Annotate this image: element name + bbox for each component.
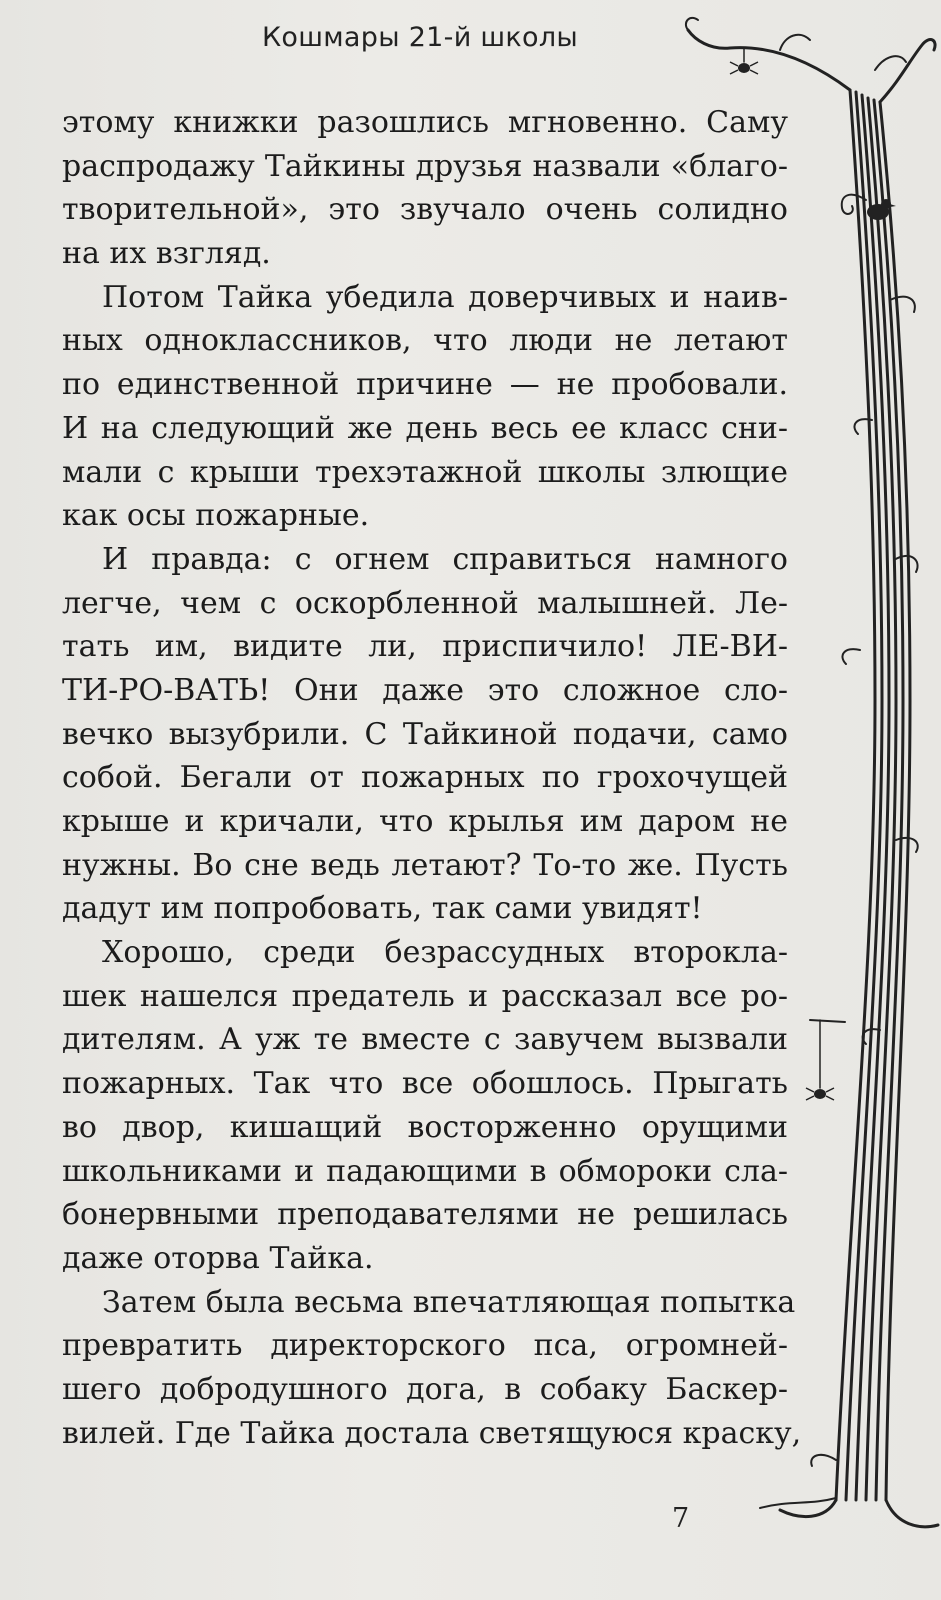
text-line: И на следующий же день весь ее класс сни- [62, 410, 788, 446]
tree-illustration [660, 0, 941, 1600]
text-line: ных одноклассников, что люди не летают [62, 323, 788, 359]
text-line: Затем была весьма впечатляющая попытка [102, 1284, 796, 1320]
text-line: нужны. Во сне ведь летают? То-то же. Пусть [62, 847, 788, 883]
text-line: бонервными преподавателями не решилась [62, 1197, 788, 1233]
text-line: легче, чем с оскорбленной малышней. Ле- [62, 585, 788, 621]
text-line: дадут им попробовать, так сами увидят! [62, 891, 703, 927]
text-line: распродажу Тайкины друзья назвали «благо- [62, 148, 788, 184]
text-line: шего добродушного дога, в собаку Баскер- [62, 1371, 788, 1407]
text-line: по единственной причине — не пробовали. [62, 367, 788, 403]
text-line: пожарных. Так что все обошлось. Прыгать [62, 1066, 788, 1102]
running-header: Кошмары 21-й школы [261, 22, 579, 53]
text-line: вилей. Где Тайка достала светящуюся краску, [62, 1415, 802, 1451]
text-line: на их взгляд. [62, 236, 271, 272]
text-line: вечко вызубрили. С Тайкиной подачи, само [62, 716, 788, 752]
text-line: крыше и кричали, что крылья им даром не [62, 804, 788, 839]
spider-icon [730, 62, 758, 74]
text-line: школьниками и падающими в обмороки сла- [62, 1153, 788, 1189]
text-line: Потом Тайка убедила доверчивых и наив- [102, 279, 788, 315]
text-line: И правда: с огнем справиться намного [102, 541, 788, 577]
text-line: даже оторва Тайка. [62, 1240, 374, 1276]
text-line: тать им, видите ли, приспичило! ЛЕ-ВИ- [62, 629, 788, 665]
spider-icon [806, 1088, 834, 1100]
text-line: мали с крыши трехэтажной школы злющие [62, 454, 788, 490]
text-line: собой. Бегали от пожарных по грохочущей [62, 760, 788, 796]
text-line: ТИ-РО-ВАТЬ! Они даже это сложное сло- [62, 672, 788, 708]
text-line: Хорошо, среди безрассудных второкла- [102, 935, 788, 971]
page-number: 7 [672, 1503, 690, 1534]
text-line: превратить директорского пса, огромней- [62, 1328, 788, 1364]
text-line: шек нашелся предатель и рассказал все ро- [62, 978, 788, 1014]
text-line: этому книжки разошлись мгновенно. Саму [62, 105, 788, 140]
text-line: как осы пожарные. [62, 498, 370, 534]
text-line: во двор, кишащий восторженно орущими [62, 1109, 788, 1145]
text-line: дителям. А уж те вместе с завучем вызвали [62, 1022, 788, 1058]
text-line: творительной», это звучало очень солидно [62, 192, 788, 228]
